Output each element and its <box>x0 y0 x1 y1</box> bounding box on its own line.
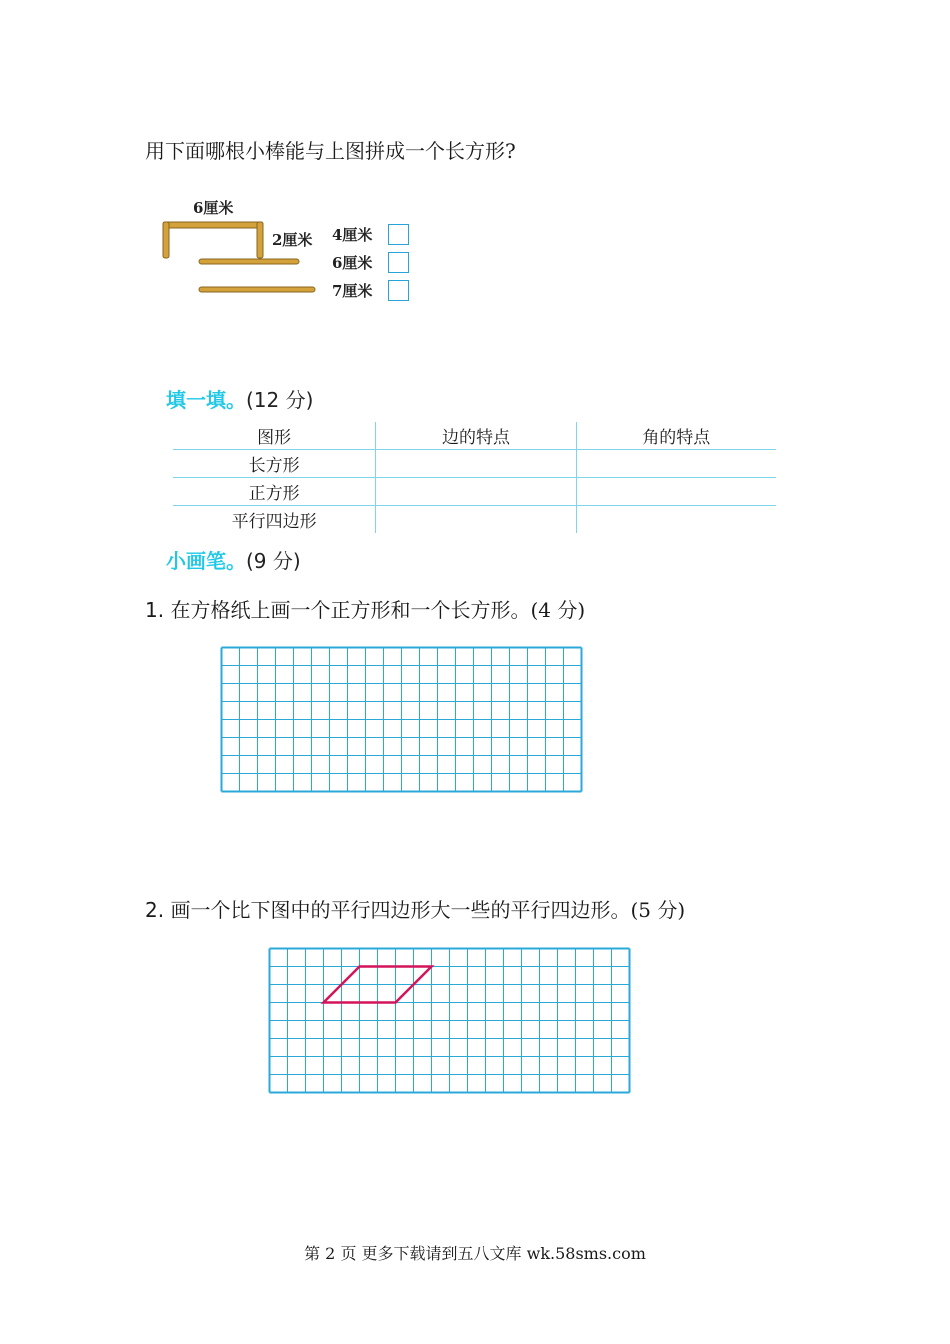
option-label-3: 7厘米 <box>332 282 373 300</box>
draw-item-1 <box>145 594 585 623</box>
table-header-sides: 边的特点 <box>376 422 576 450</box>
draw-item-1-number: 1. <box>145 598 165 622</box>
fill-section-title <box>166 384 313 413</box>
grid-paper-2[interactable] <box>268 947 634 1095</box>
option-stick-2 <box>199 287 315 292</box>
table-cell-sides[interactable] <box>376 450 576 478</box>
frame-right-stick <box>257 222 263 258</box>
table-row <box>173 450 776 478</box>
table-header-angles: 角的特点 <box>576 422 776 450</box>
option-stick-1 <box>199 259 299 264</box>
table-header-row <box>173 422 776 450</box>
table-header-shape: 图形 <box>173 422 376 450</box>
grid-paper-1[interactable] <box>220 646 586 794</box>
frame-top-label: 6厘米 <box>193 199 234 217</box>
option-checkbox-1[interactable] <box>388 224 409 245</box>
table-cell-sides[interactable] <box>376 478 576 506</box>
table-cell-shape: 长方形 <box>173 450 376 478</box>
shape-properties-table <box>173 422 776 533</box>
table-cell-shape: 平行四边形 <box>231 512 317 532</box>
table-cell-angles[interactable] <box>576 478 776 506</box>
option-label-2: 6厘米 <box>332 254 373 272</box>
frame-left-stick <box>163 222 169 258</box>
question-sticks-prompt: 用下面哪根小棒能与上图拼成一个长方形? <box>145 139 516 163</box>
fill-section-points: (12 分) <box>246 388 314 412</box>
table-cell-angles[interactable] <box>576 506 776 534</box>
table-cell-shape: 正方形 <box>173 478 376 506</box>
option-checkbox-3[interactable] <box>388 280 409 301</box>
option-checkbox-2[interactable] <box>388 252 409 273</box>
draw-item-1-text: 在方格纸上画一个正方形和一个长方形。(4 分) <box>170 598 586 622</box>
table-cell-sides[interactable] <box>376 506 576 534</box>
draw-section-heading: 小画笔。 <box>166 549 246 573</box>
draw-item-2-text: 画一个比下图中的平行四边形大一些的平行四边形。(5 分) <box>170 898 686 922</box>
table-row <box>173 478 776 506</box>
page-footer: 第 2 页 更多下载请到五八文库 wk.58sms.com <box>304 1244 646 1263</box>
fill-section-heading: 填一填。 <box>166 388 246 412</box>
draw-item-2-number: 2. <box>145 898 165 922</box>
frame-top-stick <box>163 222 263 228</box>
draw-section-points: (9 分) <box>246 549 301 573</box>
option-label-1: 4厘米 <box>332 226 373 244</box>
table-cell-angles[interactable] <box>576 450 776 478</box>
frame-side-label: 2厘米 <box>272 231 313 249</box>
draw-section-title <box>166 545 301 574</box>
draw-item-2 <box>145 894 685 923</box>
table-row <box>173 506 776 534</box>
